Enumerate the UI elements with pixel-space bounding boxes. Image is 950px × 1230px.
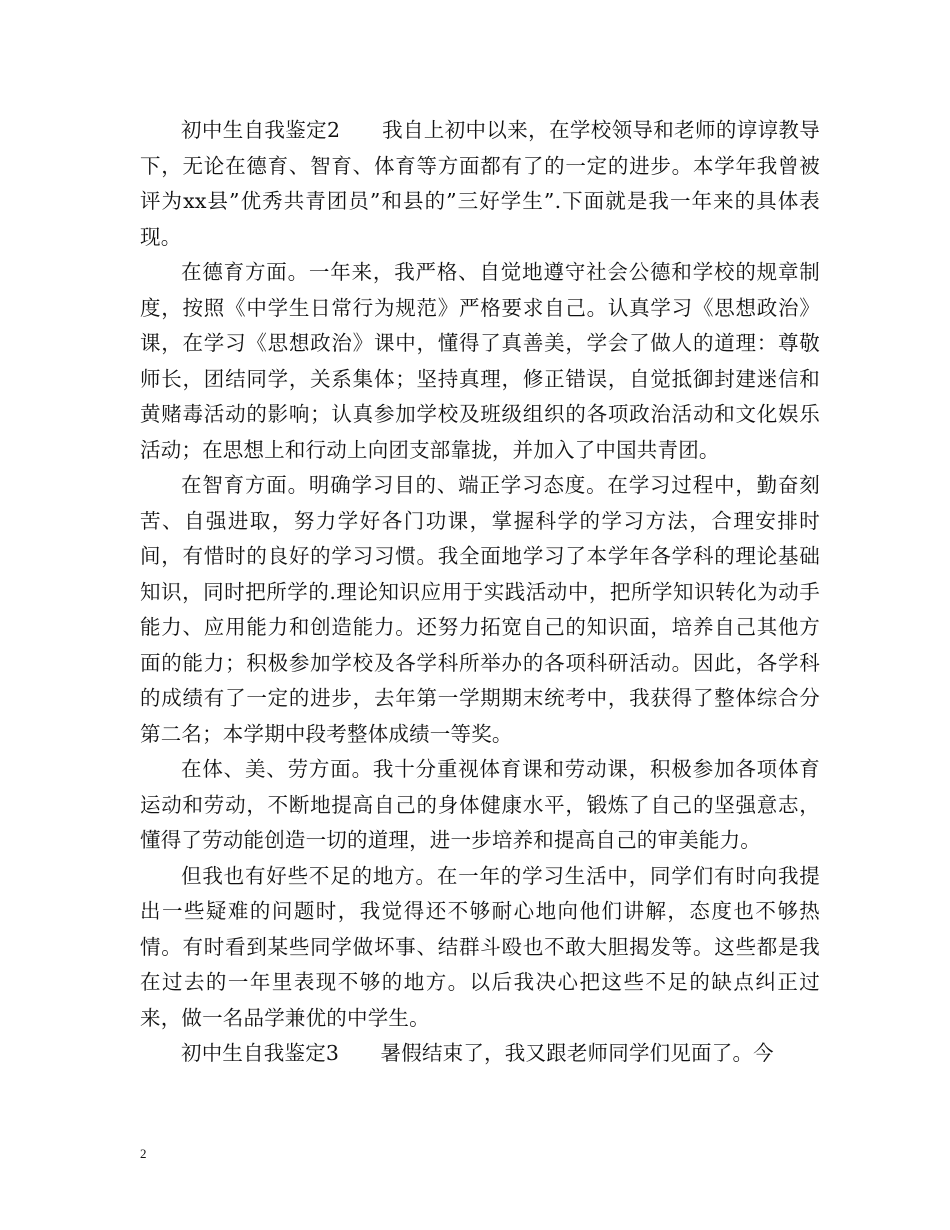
paragraph-physical-aesthetic-labor: 在体、美、劳方面。我十分重视体育课和劳动课，积极参加各项体育运动和劳动，不断地提高自己的身体健康水平，锻炼了自己的坚强意志，懂得了劳动能创造一切的道理，进一步培养和提高自己的审美能力。: [140, 757, 820, 852]
paragraph-next-section-start: 初中生自我鉴定3 暑假结束了，我又跟老师同学们见面了。今: [181, 1041, 774, 1065]
paragraph-shortcomings: 但我也有好些不足的地方。在一年的学习生活中，同学们有时向我提出一些疑难的问题时，我觉得还不够耐心地向他们讲解，态度也不够热情。有时看到某些同学做坏事、结群斗殴也不敢大胆揭发等。这些都是我在过去的一年里表现不够的地方。以后我决心把这些不足的缺点纠正过来，做一名品学兼优的中学生。: [140, 863, 820, 1030]
paragraph-intro: 初中生自我鉴定2 我自上初中以来，在学校领导和老师的谆谆教导下，无论在德育、智育、体育等方面都有了的一定的进步。本学年我曾被评为xx县”优秀共青团员”和县的”三好学生”.下面就是我一年来的具体表现。: [140, 118, 820, 249]
document-body: [140, 113, 820, 1072]
paragraph-intellectual-education: 在智育方面。明确学习目的、端正学习态度。在学习过程中，勤奋刻苦、自强进取，努力学好各门功课，掌握科学的学习方法，合理安排时间，有惜时的良好的学习习惯。我全面地学习了本学年各学科的理论基础知识，同时把所学的.理论知识应用于实践活动中，把所学知识转化为动手能力、应用能力和创造能力。还努力拓宽自己的知识面，培养自己其他方面的能力；积极参加学校及各学科所举办的各项科研活动。因此，各学科的成绩有了一定的进步，去年第一学期期末统考中，我获得了整体综合分第二名；本学期中段考整体成绩一等奖。: [140, 473, 820, 746]
paragraph-moral-education: 在德育方面。一年来，我严格、自觉地遵守社会公德和学校的规章制度，按照《中学生日常行为规范》严格要求自己。认真学习《思想政治》课，在学习《思想政治》课中，懂得了真善美，学会了做人的道理：尊敬师长，团结同学，关系集体；坚持真理，修正错误，自觉抵御封建迷信和黄赌毒活动的影响；认真参加学校及班级组织的各项政治活动和文化娱乐活动；在思想上和行动上向团支部靠拢，并加入了中国共青团。: [140, 260, 820, 462]
page-number: 2: [140, 1146, 147, 1161]
